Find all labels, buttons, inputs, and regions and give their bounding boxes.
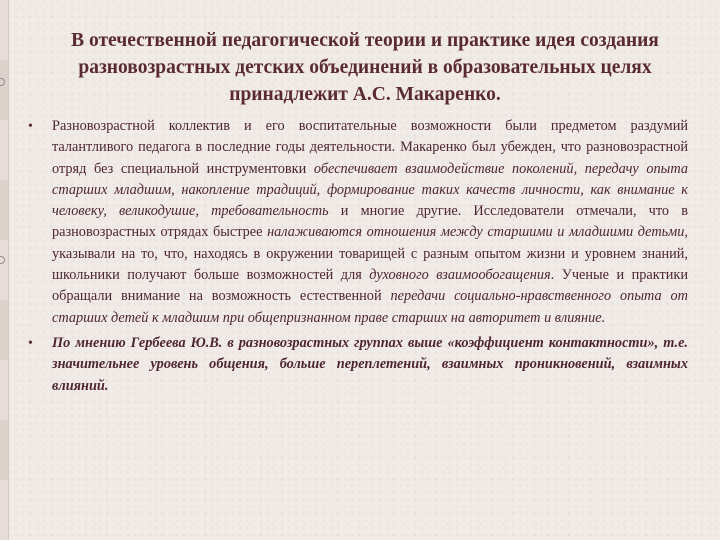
text-run: и многие другие. Исследователи отмечали, что в разновозрастных отрядах быстрее	[52, 203, 688, 241]
list-item	[28, 116, 688, 329]
bullet-marker: •	[28, 335, 33, 351]
italic-run: налаживаются отношения между старшими и младшими детьми	[267, 224, 685, 241]
list-item	[28, 333, 688, 397]
text-run: , указывали на то, что, находясь в окружении товарищей с разным опытом жизни и уровнем знаний, школьники получают больше возможностей для	[52, 224, 688, 284]
bullet-list	[28, 116, 688, 397]
italic-run: обеспечивает взаимодействие поколений, передачу опыта старших младшим, накопление традиций, формирование таких качеств личности, как внимание к человеку, великодушие, требовательность	[52, 160, 688, 220]
text-run: Разновозрастной коллектив и его воспитательные возможности были предметом раздумий талантливого педагога в последние годы деятельности. Макаренко был убежден, что разновозрастной отряд без специальной инструментовки	[52, 118, 688, 177]
paragraph-gerbeev: По мнению Гербеева Ю.В. в разновозрастных группах выше «коэффициент контактности», т.е. значительнее уровень общения, больше переплетений, взаимных проникновений, взаимных влияний.	[52, 334, 688, 394]
italic-run: передачи социально-нравственного опыта от старших детей к младшим при общепризнанном праве старших на авторитет и влияние.	[52, 288, 688, 326]
paragraph-makarenko	[52, 116, 688, 329]
text-run: . Ученые и практики обращали внимание на возможность естественной	[52, 267, 689, 305]
slide-title: В отечественной педагогической теории и практике идея создания разновозрастных детских объединений в образовательных целях принадлежит А.С. Макаренко.	[71, 30, 659, 105]
bullet-marker: •	[28, 119, 33, 134]
italic-run: духовного взаимообогащения	[369, 267, 551, 284]
